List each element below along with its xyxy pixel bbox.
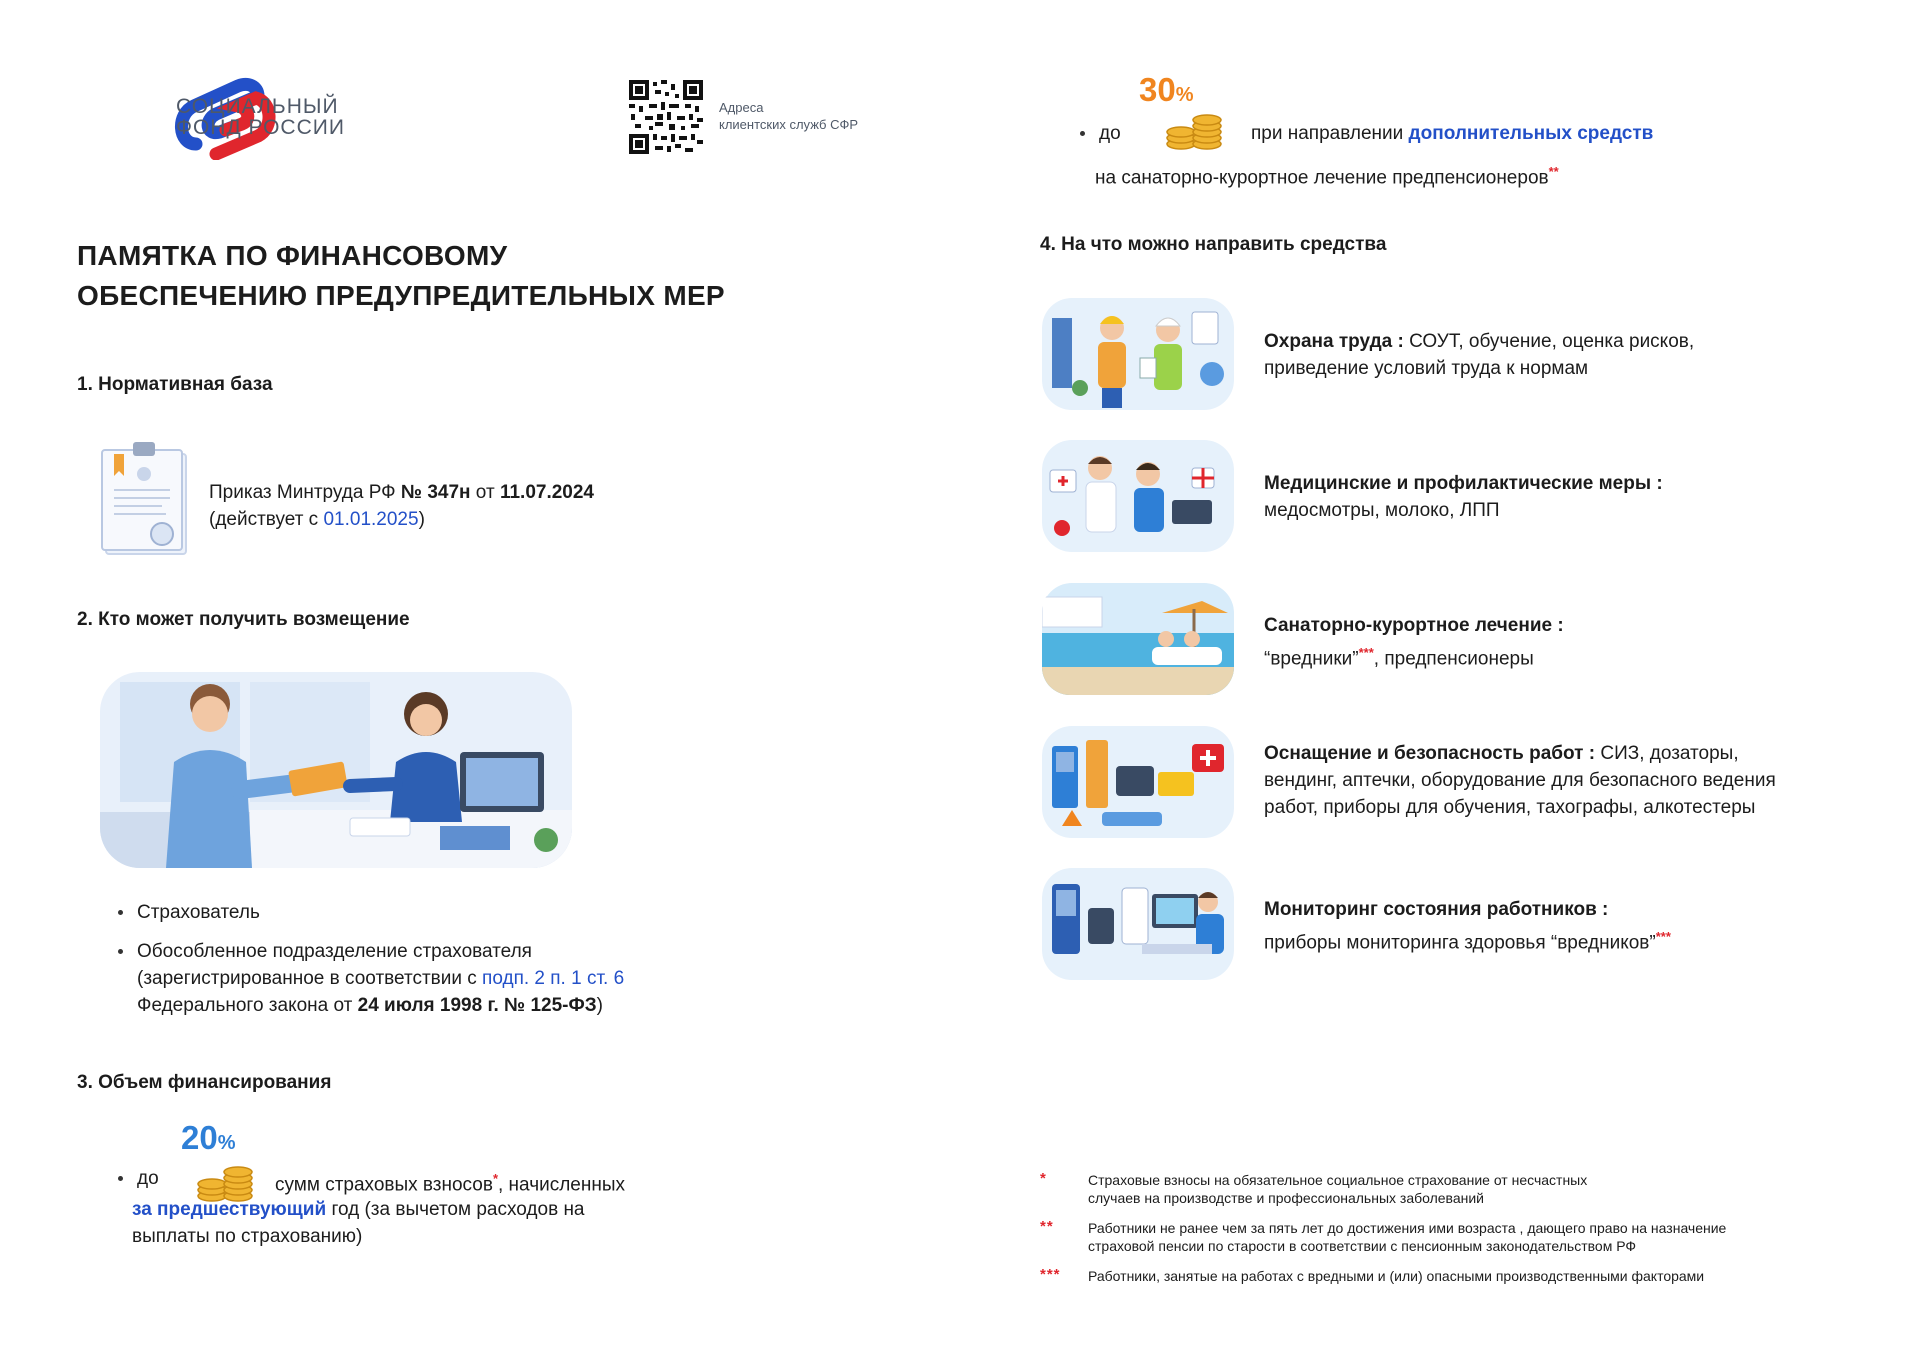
item-safety-title: Оснащение и безопасность работ : [1264, 743, 1596, 764]
section3-text-line1 [275, 1165, 625, 1198]
item-sanatorium-line2a: “вредники” [1264, 648, 1359, 670]
section3-text-rest [132, 1196, 585, 1250]
bullet-dot [118, 910, 123, 915]
effective-line [209, 506, 594, 533]
section1-heading: 1. Нормативная база [77, 374, 273, 395]
item-monitoring-title: Мониторинг состояния работников : [1264, 899, 1609, 920]
item-labor-protection [1264, 328, 1694, 382]
medical-measures-illustration [1042, 440, 1234, 552]
order-date: 11.07.2024 [499, 482, 594, 503]
item-safety-line3: работ, приборы для обучения, тахографы, алкотестеры [1264, 797, 1756, 818]
qr-caption-line1: Адреса [719, 100, 764, 115]
item-medical-line2: медосмотры, молоко, ЛПП [1264, 500, 1500, 521]
section3-text3: год (за вычетом расходов на [326, 1199, 585, 1220]
percent-20-sign: % [217, 1132, 236, 1154]
section3-text4: выплаты по страхованию) [132, 1226, 363, 1247]
bullet-subdivision-line2: (зарегистрированное в соответствии с [137, 968, 483, 989]
office-reception-illustration [100, 672, 572, 868]
insurance-contributions-text: сумм страховых взносов [275, 1174, 493, 1196]
footnote-marker-1: * [492, 1171, 498, 1186]
extra-text2: на санаторно-курортное лечение предпенсионеров [1095, 167, 1549, 189]
law-suffix: ) [596, 995, 603, 1016]
footnote-1-line1: Страховые взносы на обязательное социальное страхование от несчастных [1088, 1172, 1588, 1188]
qr-caption-line2: клиентских служб СФР [719, 117, 859, 132]
page-title-line1: ПАМЯТКА ПО ФИНАНСОВОМУ [77, 240, 508, 271]
item-safety-rest: СИЗ, дозаторы, [1595, 743, 1739, 764]
page-title-line2: ОБЕСПЕЧЕНИЮ ПРЕДУПРЕДИТЕЛЬНЫХ МЕР [77, 280, 725, 311]
bullet-subdivision-line1: Обособленное подразделение страхователя [137, 941, 532, 962]
order-number: № 347н [400, 482, 471, 503]
section3-heading: 3. Объем финансирования [77, 1072, 332, 1093]
sanatorium-illustration [1042, 583, 1234, 695]
labor-protection-illustration [1042, 298, 1234, 410]
item-medical-title: Медицинские и профилактические меры : [1264, 473, 1663, 494]
qr-caption [719, 99, 858, 133]
item-medical [1264, 470, 1663, 524]
law-reference: 24 июля 1998 г. № 125-ФЗ [357, 995, 597, 1016]
page-title [77, 236, 725, 316]
footnote-mark-3: *** [1040, 1266, 1061, 1283]
footnote-mark-2: ** [1040, 1218, 1054, 1235]
item-labor-protection-rest: СОУТ, обучение, оценка рисков, [1403, 331, 1695, 352]
item-sanatorium [1264, 612, 1564, 672]
item-sanatorium-line2b: , предпенсионеры [1373, 648, 1534, 670]
extra-text-line1 [1251, 120, 1653, 147]
org-name [176, 96, 345, 138]
footnote-3 [1088, 1267, 1704, 1285]
percent-30-value: 30 [1139, 71, 1176, 108]
footnote-marker-2: ** [1548, 164, 1559, 179]
item-monitoring [1264, 896, 1671, 956]
law-prefix: Федерального закона от [137, 995, 358, 1016]
percent-30-sign: % [1175, 84, 1194, 106]
accrued-text: , начисленных [498, 1174, 626, 1196]
extra-bullet [1080, 120, 1121, 147]
footnote-2-line2: страховой пенсии по старости в соответствии с пенсионным законодательством РФ [1088, 1238, 1637, 1254]
section4-heading: 4. На что можно направить средства [1040, 234, 1387, 255]
worker-monitoring-illustration [1042, 868, 1234, 980]
footnote-2 [1088, 1219, 1726, 1255]
footnote-2-line1: Работники не ранее чем за пять лет до достижения ими возраста , дающего право на назначение [1088, 1220, 1727, 1236]
extra-text-line2 [1095, 158, 1559, 191]
extra-text1: при направлении [1251, 123, 1409, 144]
order-text [209, 479, 594, 533]
bullet-dot [1080, 131, 1085, 136]
item-labor-protection-title: Охрана труда : [1264, 331, 1404, 352]
item-sanatorium-title: Санаторно-курортное лечение : [1264, 615, 1564, 636]
additional-funds-link: дополнительных средств [1408, 123, 1654, 144]
coins-icon [1159, 100, 1231, 150]
effective-suffix: ) [418, 509, 425, 530]
footnote-marker-4: *** [1655, 929, 1671, 944]
footnote-1-line2: случаев на производстве и профессиональных заболеваний [1088, 1190, 1484, 1206]
bullet-dot [118, 1176, 123, 1181]
org-name-line1: СОЦИАЛЬНЫЙ [176, 95, 339, 118]
order-line [209, 479, 594, 506]
bullet-insurer-text: Страхователь [137, 902, 260, 923]
item-safety [1264, 740, 1776, 821]
item-safety-line2: вендинг, аптечки, оборудование для безопасного ведения [1264, 770, 1776, 791]
upto-30: до [1099, 123, 1121, 144]
bullet-subdivision [118, 938, 624, 1019]
safety-equipment-illustration [1042, 726, 1234, 838]
footnote-3-line1: Работники, занятые на работах с вредными и (или) опасными производственными факторами [1088, 1268, 1705, 1284]
qr-code-icon[interactable] [629, 80, 703, 154]
percent-20-value: 20 [181, 1119, 218, 1156]
order-prefix: Приказ Минтруда РФ [209, 482, 401, 503]
footnote-1 [1088, 1171, 1587, 1207]
item-monitoring-line2: приборы мониторинга здоровья “вредников” [1264, 932, 1656, 954]
item-labor-protection-line2: приведение условий труда к нормам [1264, 358, 1589, 379]
document-icon [100, 440, 190, 558]
section3-bullet [118, 1165, 159, 1192]
footnote-mark-1: * [1040, 1170, 1047, 1187]
section2-heading: 2. Кто может получить возмещение [77, 609, 410, 630]
org-name-line2: ФОНД РОССИИ [176, 116, 345, 139]
order-from: от [470, 482, 500, 503]
effective-date: 01.01.2025 [323, 509, 419, 530]
previous-year-link: за предшествующий [132, 1199, 327, 1220]
upto-20: до [137, 1168, 159, 1189]
bullet-insurer [118, 899, 260, 926]
coins-icon [190, 1152, 262, 1202]
law-article-link[interactable]: подп. 2 п. 1 ст. 6 [482, 968, 625, 989]
effective-prefix: (действует с [209, 509, 324, 530]
bullet-dot [118, 949, 123, 954]
footnote-marker-3: *** [1358, 645, 1374, 660]
